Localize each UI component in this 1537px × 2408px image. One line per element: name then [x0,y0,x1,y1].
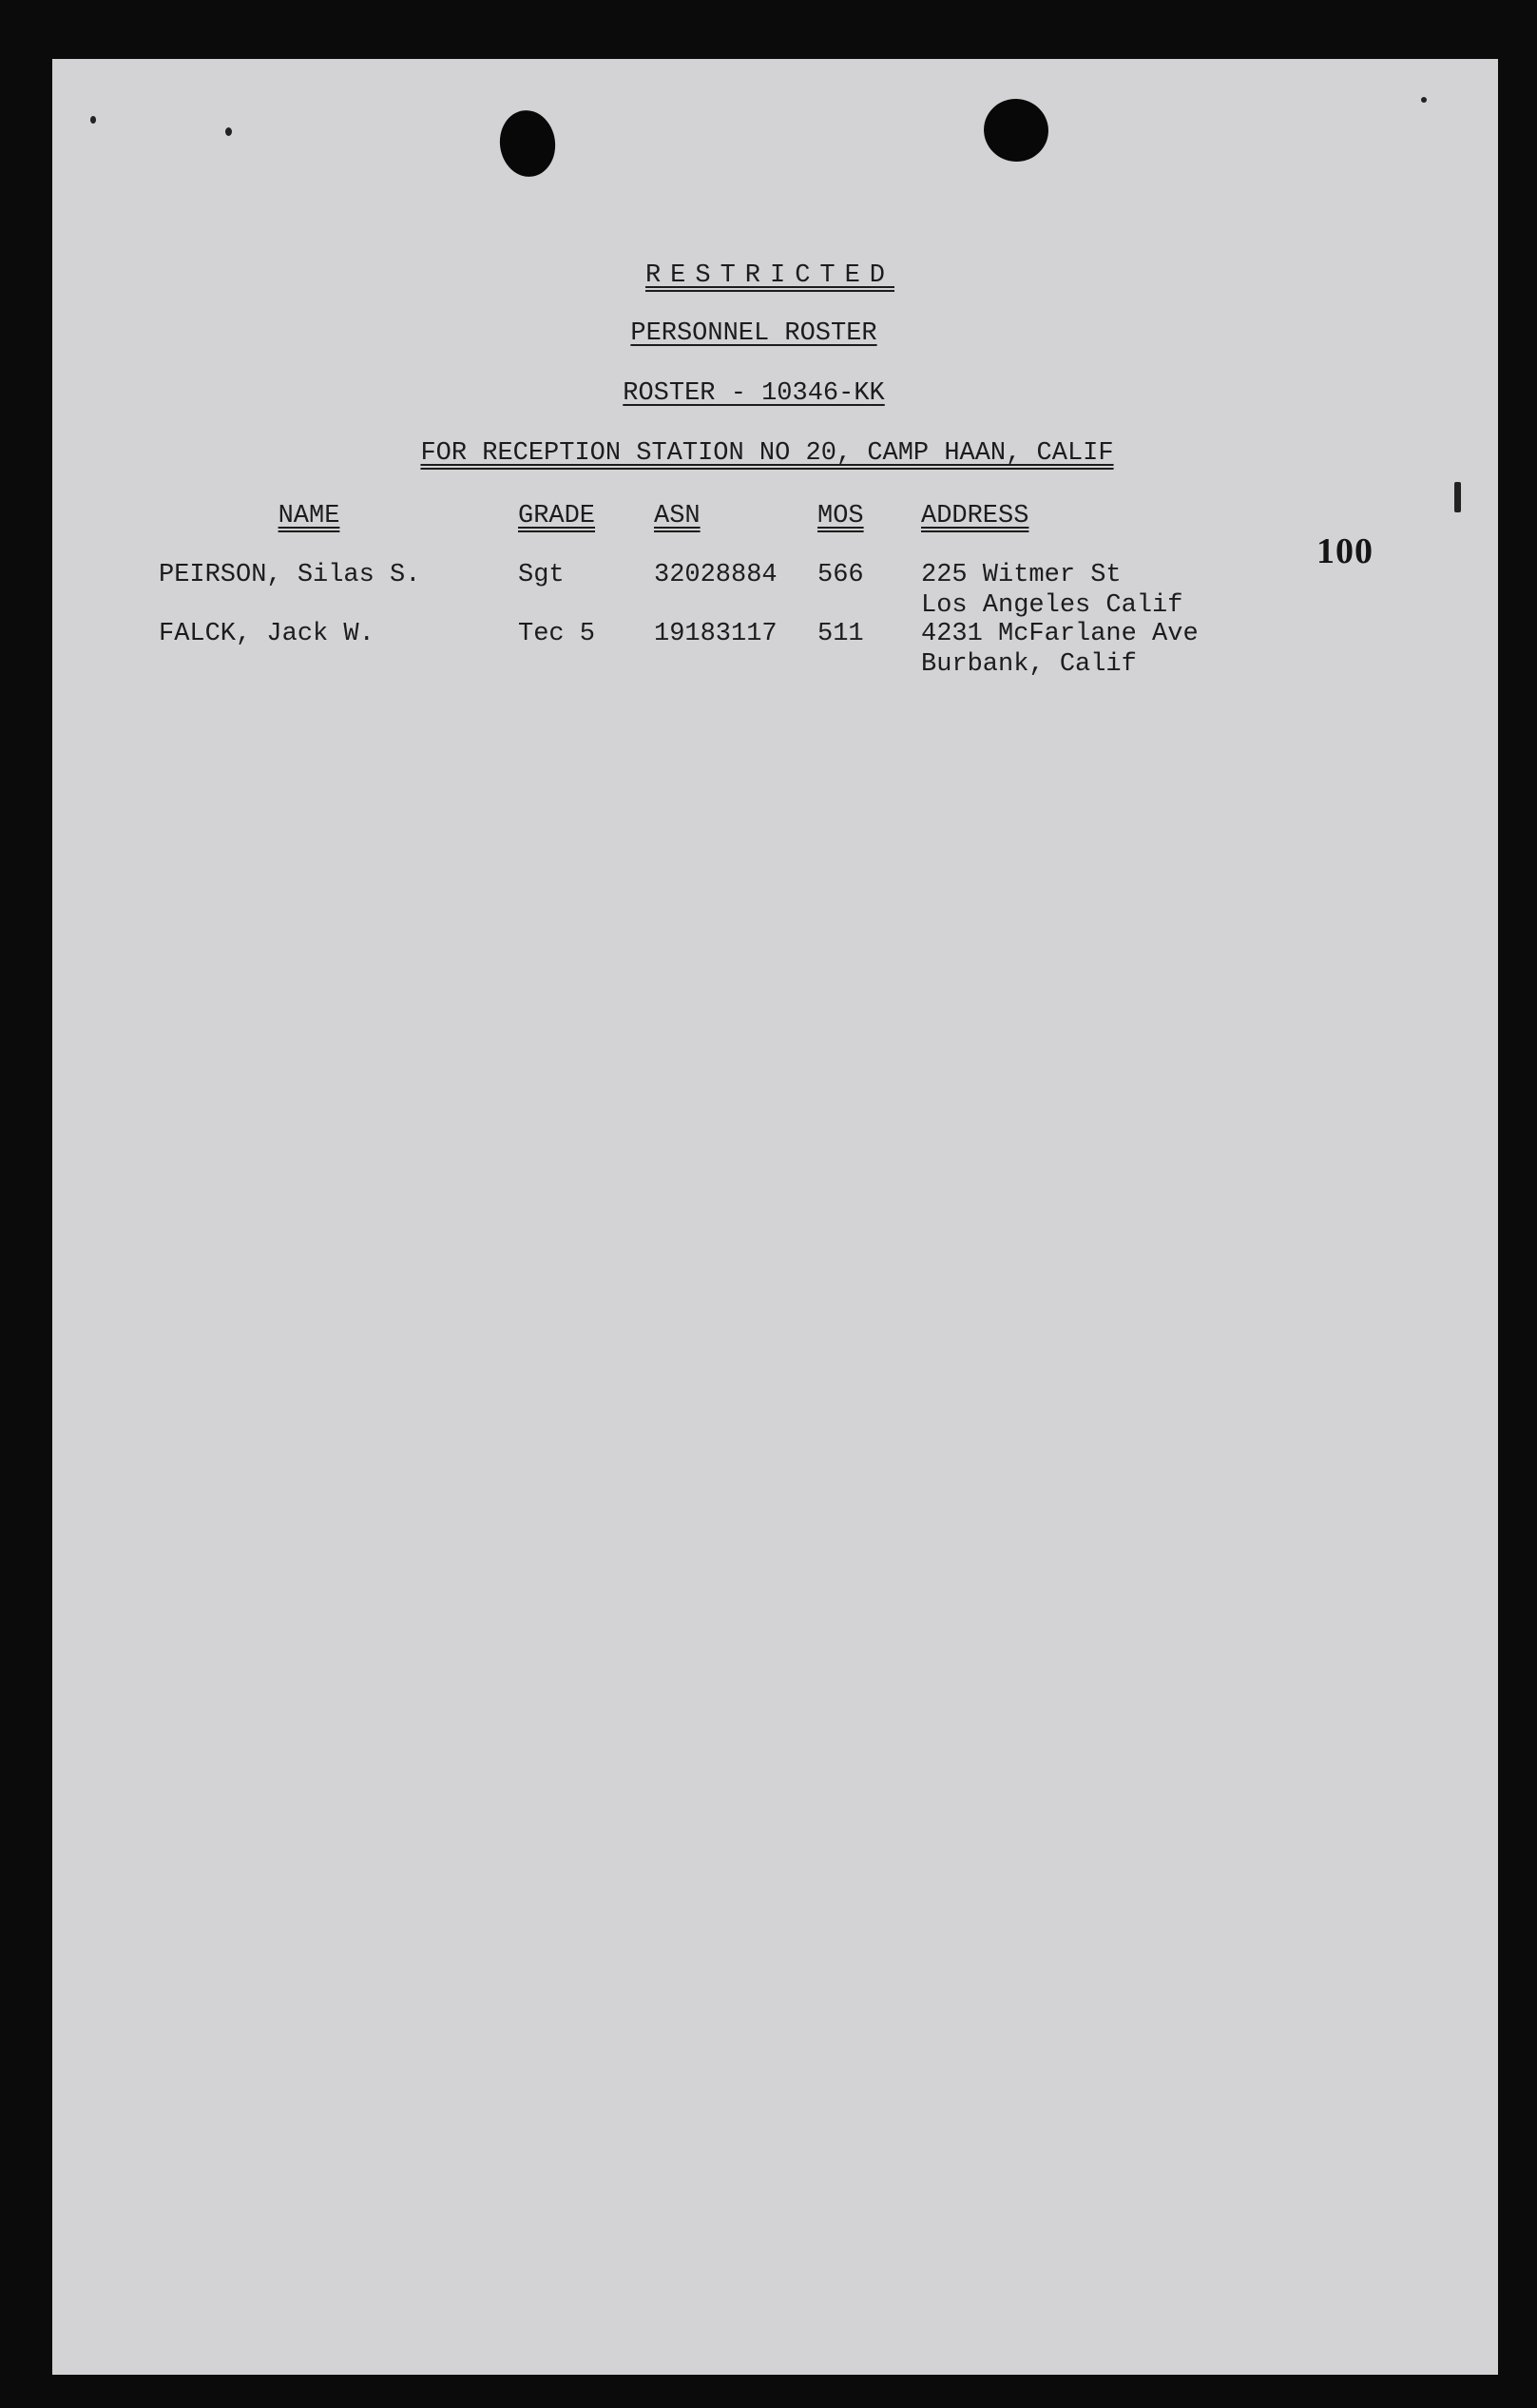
roster-title: PERSONNEL ROSTER [630,319,877,348]
row-name: FALCK, Jack W. [159,620,375,648]
row-name: PEIRSON, Silas S. [159,561,421,589]
row-mos: 511 [817,620,864,648]
speck [225,127,232,136]
punch-hole-left [495,106,559,180]
row-asn: 32028884 [654,561,778,589]
row-mos: 566 [817,561,864,589]
row-address-line2: Los Angeles Calif [921,591,1183,620]
column-header-name: NAME [278,502,340,530]
row-address-line1: 225 Witmer St [921,561,1122,589]
speck [1421,97,1427,103]
column-header-grade: GRADE [518,502,596,530]
destination-line: FOR RECEPTION STATION NO 20, CAMP HAAN, CALIF [420,439,1114,468]
roster-number: ROSTER - 10346-KK [623,379,885,408]
row-address-line2: Burbank, Calif [921,650,1137,679]
row-asn: 19183117 [654,620,778,648]
speck [1454,482,1461,512]
page-number: 100 [1316,531,1374,571]
row-grade: Tec 5 [518,620,596,648]
row-grade: Sgt [518,561,565,589]
row-address-line1: 4231 McFarlane Ave [921,620,1199,648]
punch-hole-right [978,93,1054,168]
speck [90,116,96,124]
classification-heading: RESTRICTED [644,261,895,290]
column-header-address: ADDRESS [921,502,1029,530]
paper-sheet [52,59,1498,2375]
column-header-mos: MOS [817,502,864,530]
column-header-asn: ASN [654,502,701,530]
